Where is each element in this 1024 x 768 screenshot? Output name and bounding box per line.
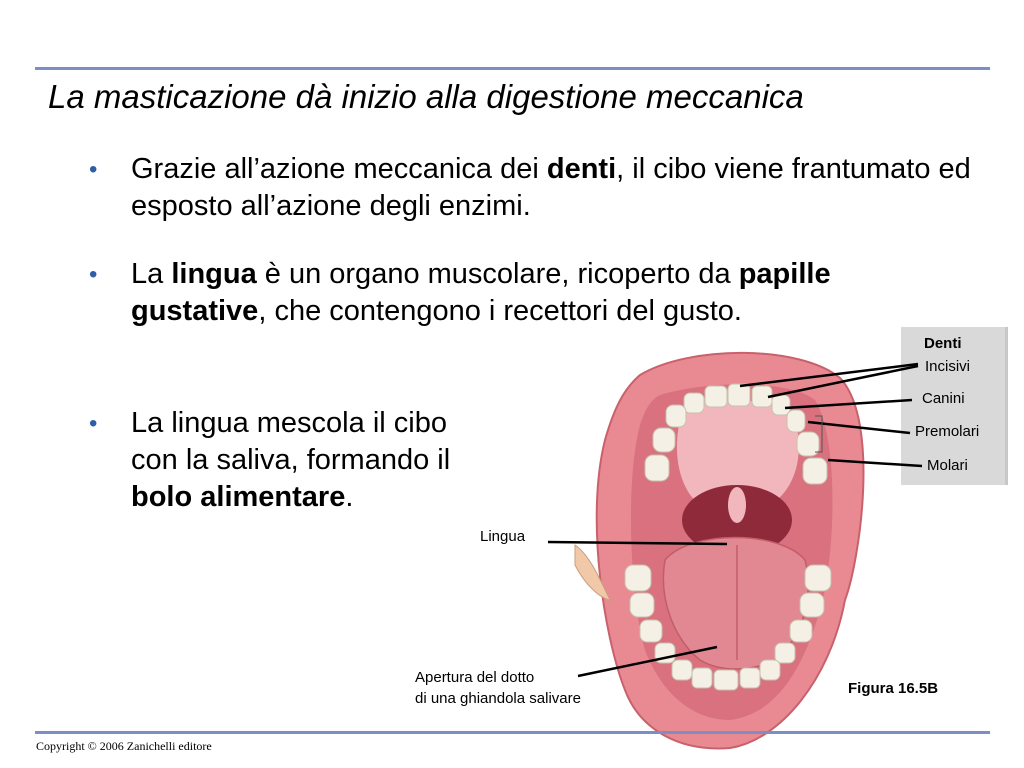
label-molari: Molari [927,457,968,474]
figure-caption: Figura 16.5B [848,680,939,697]
label-premolari: Premolari [915,423,980,440]
bullet-bold: bolo alimentare [131,481,346,513]
bullet-dot: • [89,410,98,437]
label-apertura-line1: Apertura del dotto [415,669,535,686]
bullet-text: La [131,258,172,290]
bullet-text: Grazie all’azione meccanica dei [131,153,547,185]
label-canini: Canini [922,390,965,407]
bullet-bold: denti [546,153,617,185]
uvula [728,487,746,523]
slide-title: La masticazione dà inizio alla digestione meccanica [48,78,804,115]
bottom-rule [35,731,990,734]
bullet-text: La lingua mescola il cibo con la saliva, formando il [131,407,451,476]
bullet-dot: • [89,156,98,183]
bullet-text: , che contengono i recettori del gusto. [258,295,742,327]
bullet-bold: papille gustative [131,258,831,327]
label-incisivi: Incisivi [925,358,971,375]
copyright-footer: Copyright © 2006 Zanichelli editore [36,739,212,753]
bullet-bold: lingua [171,258,257,290]
label-apertura-dotto [415,667,581,709]
bullet-text: è un organo muscolare, ricoperto da [256,258,739,290]
label-denti: Denti [924,335,962,352]
label-lingua: Lingua [480,528,526,545]
bullet-text: , il cibo viene frantumato ed esposto all’azione degli enzimi. [131,153,971,222]
label-apertura-line2: di una ghiandola salivare [415,690,581,707]
bullet-text: . [345,481,354,513]
bullet-dot: • [89,261,98,288]
